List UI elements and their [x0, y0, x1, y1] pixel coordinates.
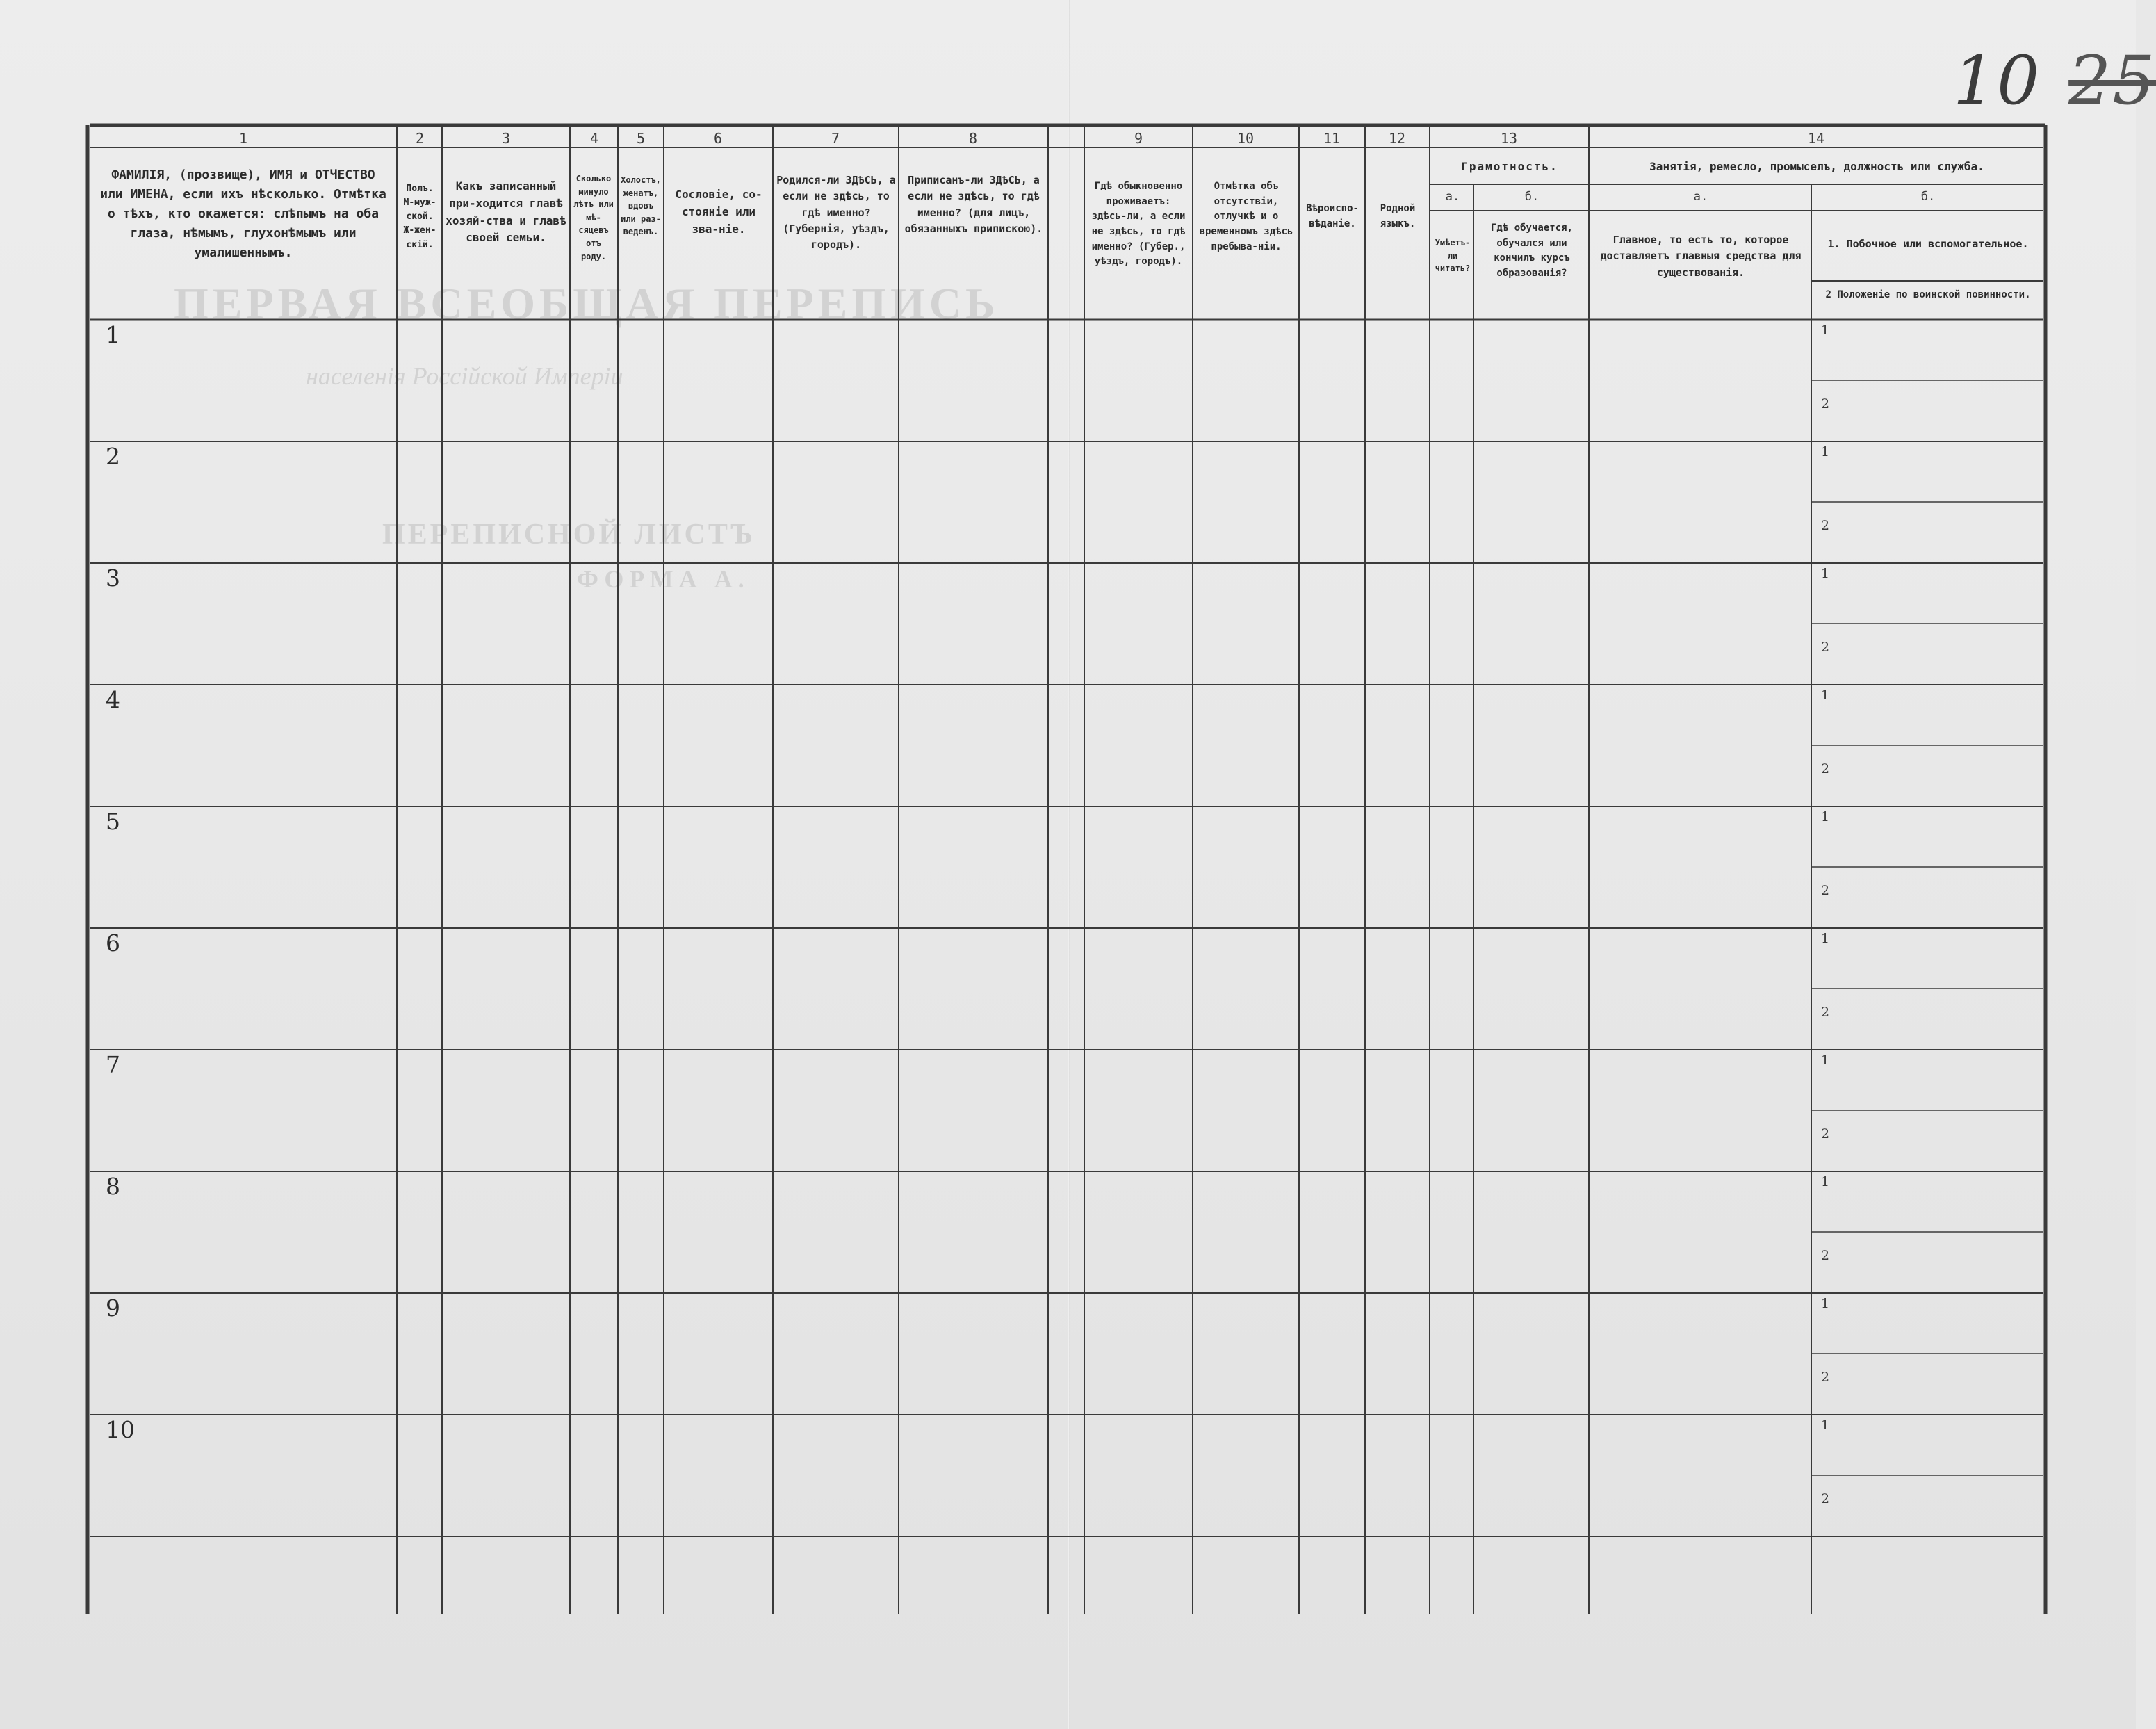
row-number: 7: [106, 1051, 120, 1078]
col-num-7: 7: [831, 130, 840, 147]
secondary-num: 1.: [1827, 238, 1840, 250]
row-number: 8: [106, 1173, 120, 1200]
secondary-label: Побочное или вспомогательное.: [1846, 238, 2029, 250]
header-main-occupation: Главное, то есть то, которое доставляетъ главныя средства для существованія.: [1600, 234, 1802, 279]
col-num-13: 13: [1500, 130, 1518, 147]
col-num-10: 10: [1236, 130, 1255, 147]
header-residence: Гдѣ обыкновенно проживаетъ: здѣсь-ли, а если не здѣсь, то гдѣ именно? (Губер., уѣздъ, городъ).: [1091, 181, 1186, 268]
header-marital: Холостъ, женатъ, вдовъ или раз-веденъ.: [621, 175, 661, 237]
row-number: 4: [106, 686, 120, 713]
header-occupation: Занятія, ремесло, промыселъ, должность или служба.: [1649, 160, 1984, 173]
col-num-11: 11: [1323, 130, 1341, 147]
header-registration: Приписанъ-ли ЗДѢСЬ, а если не здѣсь, то гдѣ именно? (для лицъ, обязанныхъ припискою).: [904, 174, 1043, 235]
subrow-label: 2: [1821, 1005, 1830, 1020]
col-num-8: 8: [968, 130, 978, 147]
col-num-2: 2: [415, 130, 425, 147]
subrow-label: 1: [1821, 931, 1830, 946]
subrow-label: 1: [1821, 444, 1830, 460]
header-education: Гдѣ обучается, обучался или кончилъ курсъ образованія?: [1490, 222, 1573, 279]
military-label: Положеніе по воинской повинности.: [1837, 289, 2031, 300]
row-number: 9: [106, 1294, 120, 1322]
subrow-label: 1: [1821, 323, 1830, 338]
row-number: 3: [106, 565, 120, 592]
subrow-label: 2: [1821, 396, 1830, 412]
row-number: 1: [106, 321, 120, 348]
header-secondary-occupation: [1815, 236, 2041, 252]
ghost-title: ПЕРВАЯ ВСЕОБЩАЯ ПЕРЕПИСЬ: [174, 279, 999, 328]
military-num: 2: [1825, 289, 1831, 300]
subrow-label: 1: [1821, 688, 1830, 703]
page-number-current: 10: [1953, 42, 2041, 120]
page-number-old: 25: [2068, 42, 2156, 120]
row-number: 6: [106, 930, 120, 957]
header-religion: Вѣроиспо-вѣданіе.: [1306, 203, 1359, 229]
subrow-label: 1: [1821, 1174, 1830, 1190]
header-relation: Какъ записанный при-ходится главѣ хозяй-ства и главѣ своей семьи.: [446, 179, 566, 245]
subrow-label: 1: [1821, 1296, 1830, 1311]
subrow-label: 2: [1821, 1126, 1830, 1142]
subrow-label: 2: [1821, 1248, 1830, 1263]
header-occupation-b-letter: б.: [1920, 190, 1936, 204]
col-num-12: 12: [1388, 130, 1406, 147]
header-military-status: [1815, 288, 2041, 303]
header-name: ФАМИЛІЯ, (прозвище), ИМЯ и ОТЧЕСТВО или ИМЕНА, если ихъ нѣсколько. Отмѣтка о тѣхъ, кто окажется: слѣпымъ на оба глаза, нѣмымъ, глухонѣмымъ или умалишеннымъ.: [100, 168, 386, 260]
header-can-read: Умѣетъ-ли читать?: [1435, 238, 1471, 274]
header-estate: Сословіе, со-стояніе или зва-ніе.: [675, 188, 762, 236]
header-age: Сколько минуло лѣтъ или мѣ-сяцевъ отъ роду.: [573, 174, 614, 261]
ghost-sheet: ПЕРЕПИСНОЙ ЛИСТЪ: [382, 519, 756, 551]
header-literacy-b-letter: б.: [1524, 190, 1540, 204]
header-literacy: Грамотность.: [1461, 160, 1558, 173]
col-num-1: 1: [238, 130, 248, 147]
ghost-subtitle: населенія Россійской Имперіи: [306, 362, 623, 390]
subrow-label: 2: [1821, 1370, 1830, 1385]
subrow-label: 2: [1821, 518, 1830, 533]
subrow-label: 2: [1821, 883, 1830, 898]
ghost-form: ФОРМА А.: [577, 565, 750, 593]
header-literacy-a-letter: а.: [1445, 190, 1460, 204]
col-num-3: 3: [501, 130, 511, 147]
subrow-label: 1: [1821, 1053, 1830, 1068]
subrow-label: 1: [1821, 566, 1830, 581]
col-num-9: 9: [1134, 130, 1143, 147]
col-num-4: 4: [589, 130, 599, 147]
header-birthplace: Родился-ли ЗДѢСЬ, а если не здѣсь, то гдѣ именно? (Губернія, уѣздъ, городъ).: [776, 174, 896, 251]
header-absence: Отмѣтка объ отсутствіи, отлучкѣ и о временномъ здѣсь пребыва-ніи.: [1199, 181, 1293, 252]
col-num-6: 6: [713, 130, 723, 147]
header-occupation-a-letter: а.: [1693, 190, 1708, 204]
subrow-label: 2: [1821, 640, 1830, 655]
row-number: 2: [106, 443, 120, 470]
row-number: 5: [106, 808, 120, 835]
row-number: 10: [106, 1416, 135, 1443]
col-num-5: 5: [636, 130, 646, 147]
header-sex: Полъ. М-муж-ской. Ж-жен-скій.: [403, 184, 436, 250]
subrow-label: 2: [1821, 1491, 1830, 1507]
subrow-label: 1: [1821, 1418, 1830, 1433]
subrow-label: 1: [1821, 809, 1830, 825]
col-num-14: 14: [1807, 130, 1825, 147]
header-language: Родной языкъ.: [1380, 203, 1416, 229]
subrow-label: 2: [1821, 761, 1830, 777]
